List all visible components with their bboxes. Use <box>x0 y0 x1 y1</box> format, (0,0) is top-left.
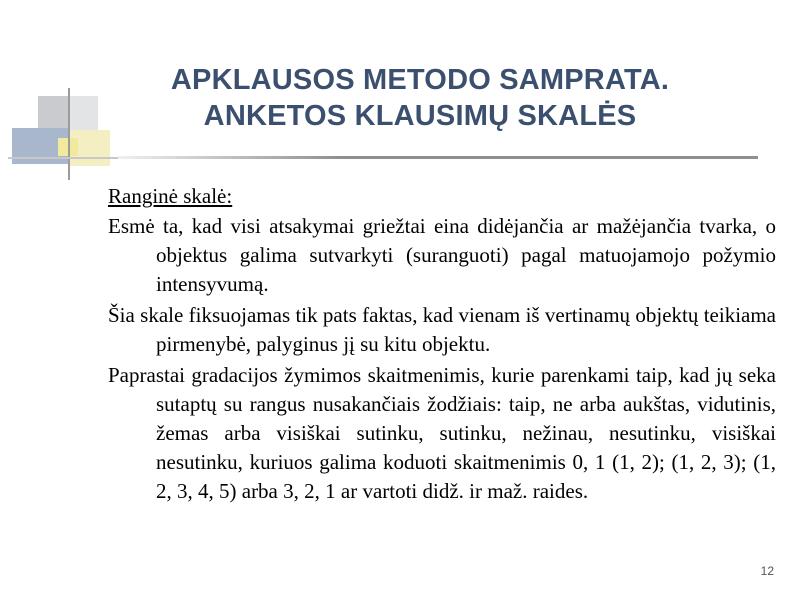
paragraph-2: Šia skale fiksuojamas tik pats faktas, kad vienam iš vertinamų objektų teikiama pirmenybė, palyginus jį su kitu objektu. <box>108 303 776 356</box>
paragraph-3: Paprastai gradacijos žymimos skaitmenimis, kurie parenkami taip, kad jų seka sutaptų su rangus nusakančiais žodžiais: taip, ne arba aukštas, vidutinis, žemas arba visiškai sutinku, sutinku, nežinau, nesutinku, visiškai nesutinku, kuriuos galima koduoti skaitmenimis 0, 1 (1, 2); (1, 2, 3); (1, 2, 3, 4, 5) arba 3, 2, 1 ar vartoti didž. ir maž. raides. <box>108 363 776 503</box>
deco-horizontal-line <box>8 157 118 159</box>
slide-body <box>108 182 776 508</box>
slide-title <box>120 62 720 134</box>
deco-vertical-line <box>68 88 70 180</box>
subheading: Ranginė skalė: <box>108 184 233 208</box>
page-number: 12 <box>760 564 774 578</box>
title-line-2: ANKETOS KLAUSIMŲ SKALĖS <box>203 100 637 132</box>
title-divider <box>118 156 758 159</box>
title-line-1: APKLAUSOS METODO SAMPRATA. <box>170 64 670 96</box>
deco-square-light <box>70 96 98 130</box>
paragraph-1: Esmė ta, kad visi atsakymai griežtai eina didėjančia ar mažėjančia tvarka, o objektus galima sutvarkyti (suranguoti) pagal matuojamojo požymio intensyvumą. <box>108 214 776 296</box>
deco-square-gray <box>38 96 68 130</box>
